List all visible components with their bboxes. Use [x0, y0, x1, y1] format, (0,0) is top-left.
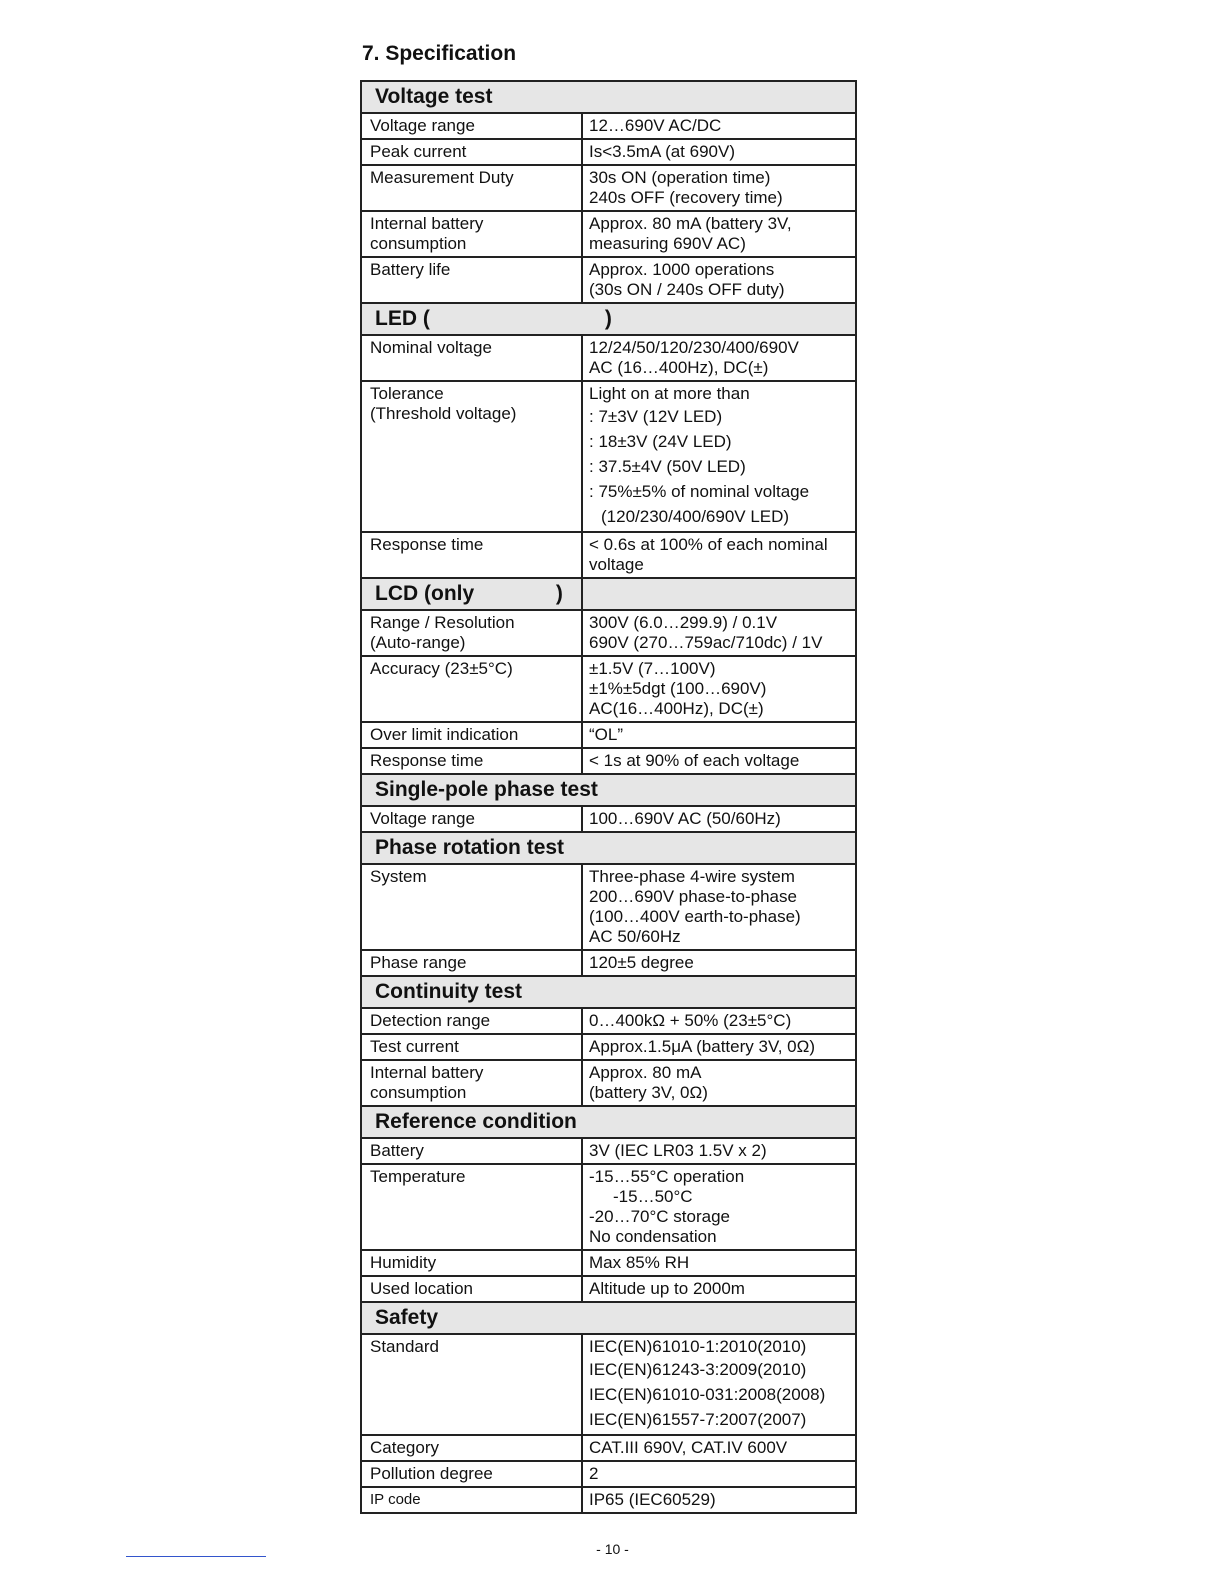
spec-value-line: : 18±3V (24V LED)	[589, 432, 732, 451]
page-title: 7. Specification	[362, 42, 517, 65]
section-header-row	[361, 81, 856, 113]
spec-label	[361, 610, 582, 656]
spec-row	[361, 864, 856, 950]
spec-row	[361, 1008, 856, 1034]
spec-row	[361, 1435, 856, 1461]
spec-label	[361, 257, 582, 303]
spec-label	[361, 1250, 582, 1276]
spec-value-line: IP65 (IEC60529)	[589, 1490, 716, 1509]
spec-label-line: consumption	[370, 1083, 467, 1102]
spec-label	[361, 864, 582, 950]
spec-value	[582, 1034, 856, 1060]
spec-row	[361, 610, 856, 656]
spec-label-line: Voltage range	[370, 116, 475, 135]
spec-value	[582, 381, 856, 532]
spec-value-line: “OL”	[589, 725, 623, 744]
spec-value	[582, 1334, 856, 1435]
spec-value	[582, 950, 856, 976]
spec-value-line: 12…690V AC/DC	[589, 116, 722, 135]
spec-label-line: Voltage range	[370, 809, 475, 828]
spec-label-line: Phase range	[370, 953, 467, 972]
spec-value	[582, 610, 856, 656]
spec-value-line: ±1.5V (7…100V)	[589, 659, 716, 678]
spec-value	[582, 748, 856, 774]
spec-value-line: 3V (IEC LR03 1.5V x 2)	[589, 1141, 767, 1160]
spec-value-line: 690V (270…759ac/710dc) / 1V	[589, 633, 823, 652]
spec-label	[361, 335, 582, 381]
spec-label-line: Over limit indication	[370, 725, 519, 744]
spec-value-line: voltage	[589, 555, 644, 574]
spec-row	[361, 748, 856, 774]
section-title: LED ( )	[361, 303, 856, 335]
spec-value	[582, 1060, 856, 1106]
spec-value	[582, 1435, 856, 1461]
spec-label	[361, 1334, 582, 1435]
spec-value-line: AC(16…400Hz), DC(±)	[589, 699, 764, 718]
spec-value-line: Approx. 1000 operations	[589, 260, 775, 279]
spec-value	[582, 1164, 856, 1250]
spec-label	[361, 1060, 582, 1106]
spec-value	[582, 211, 856, 257]
spec-value	[582, 1461, 856, 1487]
spec-row	[361, 113, 856, 139]
section-header-row	[361, 303, 856, 335]
spec-row	[361, 1060, 856, 1106]
spec-label-line: Detection range	[370, 1011, 491, 1030]
spec-value-line: (30s ON / 240s OFF duty)	[589, 280, 785, 299]
section-title: Single-pole phase test	[361, 774, 856, 806]
spec-label	[361, 1164, 582, 1250]
spec-label	[361, 381, 582, 532]
spec-value-line: 0…400kΩ + 50% (23±5°C)	[589, 1011, 792, 1030]
spec-label	[361, 113, 582, 139]
specification-table-body	[361, 81, 856, 1513]
spec-row	[361, 1164, 856, 1250]
spec-label-line: consumption	[370, 234, 467, 253]
section-header-row	[361, 1106, 856, 1138]
spec-value-line: Three-phase 4-wire system	[589, 867, 795, 886]
spec-label-line: Humidity	[370, 1253, 437, 1272]
spec-value-line: CAT.III 690V, CAT.IV 600V	[589, 1438, 788, 1457]
spec-label-line: (Threshold voltage)	[370, 404, 517, 423]
spec-value-line: 30s ON (operation time)	[589, 168, 771, 187]
spec-value-line: < 1s at 90% of each voltage	[589, 751, 800, 770]
spec-value-line: Approx. 80 mA	[589, 1063, 702, 1082]
spec-row	[361, 1034, 856, 1060]
spec-value-line: Approx.1.5μA (battery 3V, 0Ω)	[589, 1037, 815, 1056]
section-header-row	[361, 1302, 856, 1334]
spec-row	[361, 1334, 856, 1435]
spec-label	[361, 748, 582, 774]
spec-label	[361, 1276, 582, 1302]
spec-label-line: Used location	[370, 1279, 474, 1298]
specification-table	[360, 80, 857, 1514]
spec-value-line: : 7±3V (12V LED)	[589, 407, 723, 426]
spec-label-line: Peak current	[370, 142, 467, 161]
spec-value	[582, 1138, 856, 1164]
spec-row	[361, 1461, 856, 1487]
spec-label	[361, 722, 582, 748]
section-title: Phase rotation test	[361, 832, 856, 864]
spec-value-line: -20…70°C storage	[589, 1207, 730, 1226]
spec-row	[361, 165, 856, 211]
spec-row	[361, 139, 856, 165]
spec-value-line: Light on at more than	[589, 384, 750, 403]
spec-label-line: IP code	[370, 1491, 421, 1508]
spec-value-line: (battery 3V, 0Ω)	[589, 1083, 708, 1102]
spec-value-line: Max 85% RH	[589, 1253, 690, 1272]
section-title: Continuity test	[361, 976, 856, 1008]
spec-value	[582, 864, 856, 950]
spec-value-line: 120±5 degree	[589, 953, 694, 972]
section-title-blank	[582, 578, 856, 610]
section-title: LCD (only )	[361, 578, 582, 610]
section-header-row	[361, 578, 856, 610]
spec-row	[361, 532, 856, 578]
spec-value	[582, 1250, 856, 1276]
spec-value-line: IEC(EN)61010-031:2008(2008)	[589, 1385, 826, 1404]
spec-row	[361, 806, 856, 832]
spec-label-line: Tolerance	[370, 384, 444, 403]
spec-value-line: 12/24/50/120/230/400/690V	[589, 338, 799, 357]
spec-label	[361, 1138, 582, 1164]
spec-value-line: (120/230/400/690V LED)	[601, 507, 790, 526]
spec-row	[361, 950, 856, 976]
spec-label	[361, 1435, 582, 1461]
spec-label	[361, 139, 582, 165]
spec-value	[582, 1487, 856, 1513]
spec-label-line: Measurement Duty	[370, 168, 514, 187]
spec-label-line: (Auto-range)	[370, 633, 466, 652]
spec-label-line: Test current	[370, 1037, 459, 1056]
spec-label	[361, 165, 582, 211]
spec-label	[361, 1034, 582, 1060]
spec-label	[361, 1461, 582, 1487]
spec-value-line: 240s OFF (recovery time)	[589, 188, 783, 207]
spec-value-line: 300V (6.0…299.9) / 0.1V	[589, 613, 778, 632]
spec-label-line: Range / Resolution	[370, 613, 515, 632]
spec-label-line: Accuracy (23±5°C)	[370, 659, 513, 678]
spec-value-line: Is<3.5mA (at 690V)	[589, 142, 735, 161]
spec-value	[582, 1008, 856, 1034]
spec-value-line: IEC(EN)61010-1:2010(2010)	[589, 1337, 807, 1356]
spec-row	[361, 211, 856, 257]
spec-label-line: Response time	[370, 751, 484, 770]
spec-row	[361, 257, 856, 303]
spec-value-line: AC (16…400Hz), DC(±)	[589, 358, 769, 377]
spec-value-line: 200…690V phase-to-phase	[589, 887, 797, 906]
spec-label-line: Category	[370, 1438, 439, 1457]
spec-value-line: No condensation	[589, 1227, 717, 1246]
spec-value-line: AC 50/60Hz	[589, 927, 681, 946]
spec-value	[582, 656, 856, 722]
spec-value-line: (100…400V earth-to-phase)	[589, 907, 801, 926]
spec-value	[582, 335, 856, 381]
spec-value-line: Approx. 80 mA (battery 3V,	[589, 214, 792, 233]
spec-label-line: Battery	[370, 1141, 424, 1160]
spec-row	[361, 1138, 856, 1164]
section-title: Voltage test	[361, 81, 856, 113]
section-title: Reference condition	[361, 1106, 856, 1138]
spec-value-line: 100…690V AC (50/60Hz)	[589, 809, 781, 828]
spec-value-line: 2	[589, 1464, 599, 1483]
spec-value-line: IEC(EN)61557-7:2007(2007)	[589, 1410, 807, 1429]
spec-value-line: : 37.5±4V (50V LED)	[589, 457, 746, 476]
spec-label-line: Pollution degree	[370, 1464, 493, 1483]
spec-value	[582, 113, 856, 139]
spec-value	[582, 806, 856, 832]
spec-value	[582, 165, 856, 211]
section-header-row	[361, 976, 856, 1008]
spec-value-line: measuring 690V AC)	[589, 234, 746, 253]
spec-value-line: Altitude up to 2000m	[589, 1279, 745, 1298]
spec-value	[582, 139, 856, 165]
spec-label	[361, 211, 582, 257]
spec-row	[361, 1276, 856, 1302]
spec-label-line: Temperature	[370, 1167, 466, 1186]
spec-row	[361, 335, 856, 381]
spec-label-line: Response time	[370, 535, 484, 554]
spec-row	[361, 381, 856, 532]
spec-value-line: -15…55°C operation	[589, 1167, 745, 1186]
spec-label	[361, 1487, 582, 1513]
section-header-row	[361, 832, 856, 864]
spec-value-line: IEC(EN)61243-3:2009(2010)	[589, 1360, 807, 1379]
spec-label	[361, 806, 582, 832]
spec-row	[361, 1487, 856, 1513]
section-title: Safety	[361, 1302, 856, 1334]
spec-label-line: Internal battery	[370, 214, 484, 233]
spec-value-line: ±1%±5dgt (100…690V)	[589, 679, 767, 698]
footer-underline	[126, 1556, 266, 1557]
spec-value	[582, 532, 856, 578]
spec-label-line: Standard	[370, 1337, 439, 1356]
section-header-row	[361, 774, 856, 806]
spec-row	[361, 722, 856, 748]
spec-label-line: Nominal voltage	[370, 338, 492, 357]
spec-value	[582, 722, 856, 748]
spec-label	[361, 532, 582, 578]
spec-value	[582, 257, 856, 303]
spec-label-line: Internal battery	[370, 1063, 484, 1082]
spec-label	[361, 656, 582, 722]
spec-label	[361, 1008, 582, 1034]
page-number: - 10 -	[596, 1541, 629, 1557]
spec-value-line: : 75%±5% of nominal voltage	[589, 482, 810, 501]
spec-row	[361, 1250, 856, 1276]
spec-value-line: < 0.6s at 100% of each nominal	[589, 535, 828, 554]
spec-label-line: Battery life	[370, 260, 451, 279]
spec-value	[582, 1276, 856, 1302]
spec-row	[361, 656, 856, 722]
spec-label	[361, 950, 582, 976]
spec-label-line: System	[370, 867, 427, 886]
spec-value-line: -15…50°C	[613, 1187, 693, 1206]
